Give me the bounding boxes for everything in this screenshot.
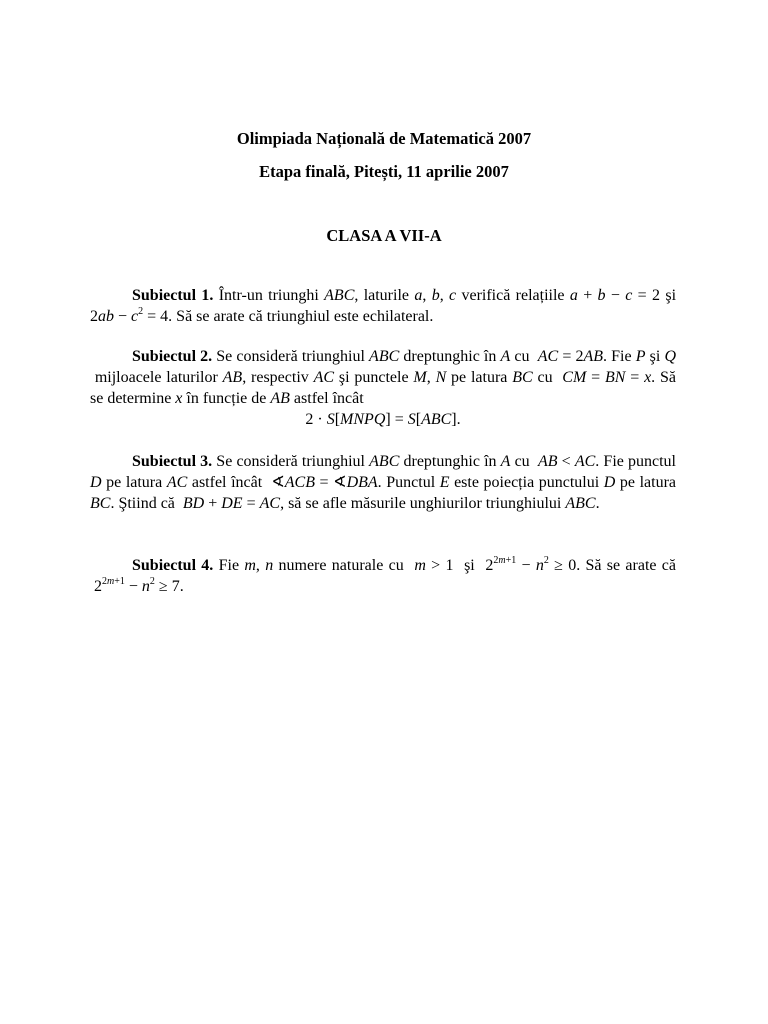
problem-4-label: Subiectul 4. [132, 557, 214, 574]
problem-2-label: Subiectul 2. [132, 348, 213, 365]
olympiad-title: Olimpiada Națională de Matematică 2007 [236, 129, 532, 148]
problem-1-text: Într-un triunghi ABC, laturile a, b, c verifică relațiile a + b − c = 2 şi $2ab - c^2 = 4$. Să se arate că triunghiul este echilateral. [90, 287, 677, 326]
problem-4-text: Fie m, n numere naturale cu m > 1 şi $2^{2m+1} - n^2 \ge 0$. Să se arate că $2^{2m+1} - n^2 \ge 7$. [90, 555, 677, 596]
problem-1 [90, 285, 676, 327]
problem-3-text: Se consideră triunghiul ABC dreptunghic în A cu AB < AC. Fie punctul D pe latura AC astfel încât ∢ACB = ∢DBA. Punctul E este poiecția punctului D pe latura BC. Ştiind că BD + DE = AC, să se afle măsurile unghiurilor triunghiului ABC. [90, 453, 677, 513]
problem-3-label: Subiectul 3. [132, 453, 213, 470]
problem-4 [90, 555, 676, 597]
stage-subtitle: Etapa finală, Pitești, 11 aprilie 2007 [259, 162, 509, 181]
problem-3 [90, 451, 676, 514]
problem-2 [90, 346, 676, 430]
problem-1-label: Subiectul 1. [132, 287, 214, 304]
problem-2-formula: 2 · S[MNPQ] = S[ABC]. [305, 411, 461, 429]
class-heading: CLASA A VII-A [326, 226, 442, 245]
problem-2-text: Se consideră triunghiul ABC dreptunghic în A cu AC = 2AB. Fie P şi Q mijloacele laturilor AB, respectiv AC şi punctele M, N pe latura BC cu CM = BN = x. Să se determine x în funcție de AB astfel încât [90, 348, 676, 408]
